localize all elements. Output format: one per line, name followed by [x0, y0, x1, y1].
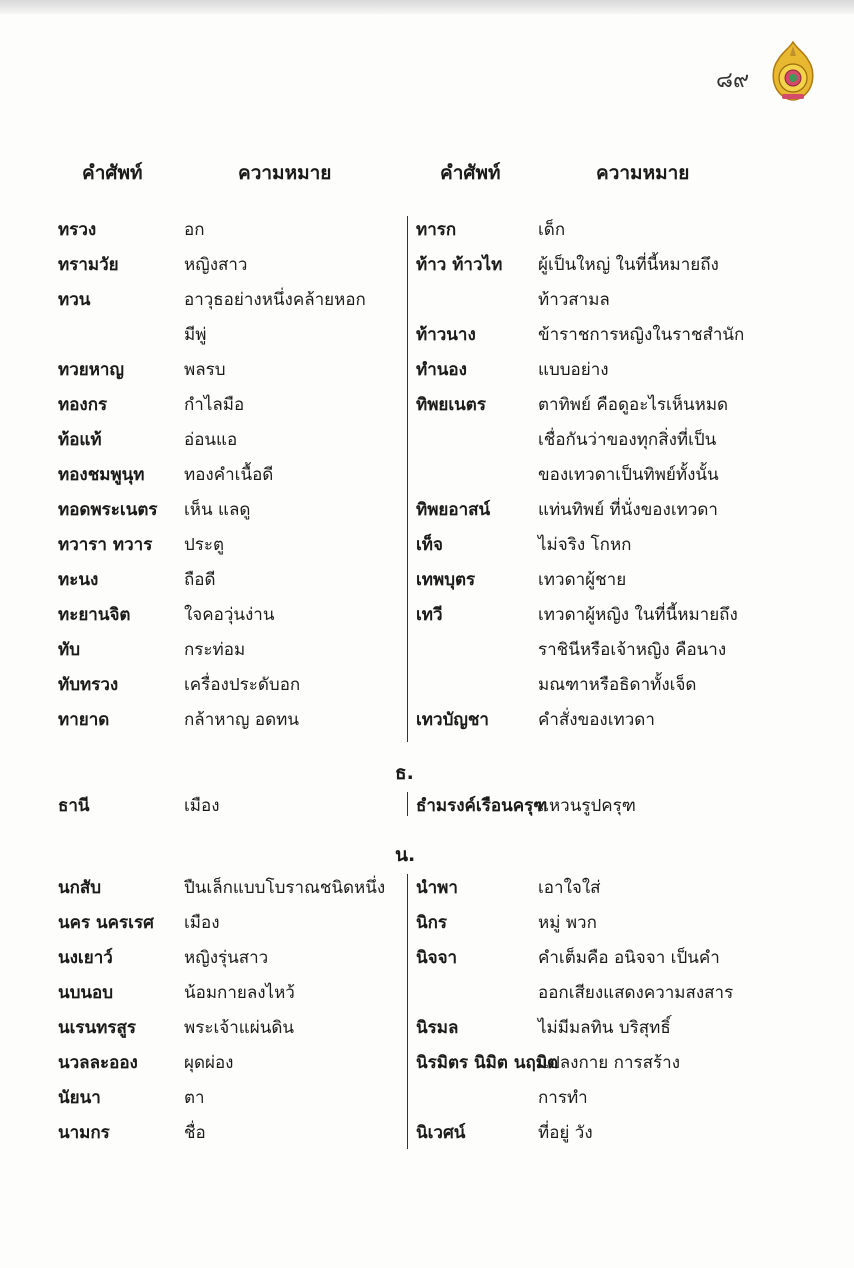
glossary-definition: เอาใจใส่ — [538, 878, 601, 898]
crown-emblem-icon — [768, 40, 818, 102]
glossary-definition: ราชินีหรือเจ้าหญิง คือนาง — [538, 640, 727, 660]
glossary-term: ทรามวัย — [58, 255, 119, 275]
glossary-definition: เทวดาผู้ชาย — [538, 570, 627, 590]
glossary-row — [0, 461, 854, 495]
section-letter-n: น. — [395, 844, 416, 866]
header-term-right: คำศัพท์ — [440, 162, 501, 184]
glossary-definition: ไม่จริง โกหก — [538, 535, 632, 555]
glossary-term: นคร นครเรศ — [58, 913, 154, 933]
glossary-definition: เชื่อกันว่าของทุกสิ่งที่เป็น — [538, 430, 717, 450]
glossary-term: ทวน — [58, 290, 91, 310]
glossary-term: นวลละออง — [58, 1053, 138, 1073]
glossary-row — [0, 356, 854, 390]
glossary-definition: แท่นทิพย์ ที่นั่งของเทวดา — [538, 500, 718, 520]
glossary-term: นิจจา — [416, 948, 458, 968]
glossary-definition: ตาทิพย์ คือดูอะไรเห็นหมด — [538, 395, 729, 415]
glossary-row — [0, 874, 854, 908]
glossary-term: ทองชมพูนุท — [58, 465, 145, 485]
glossary-definition: เมือง — [184, 796, 220, 816]
glossary-definition: หญิงสาว — [184, 255, 248, 275]
glossary-definition: กระท่อม — [184, 640, 246, 660]
header-meaning-right: ความหมาย — [596, 162, 690, 184]
glossary-definition: ใจคอวุ่นง่าน — [184, 605, 275, 625]
glossary-row — [0, 909, 854, 943]
glossary-definition: แปลงกาย การสร้าง — [538, 1053, 680, 1073]
glossary-definition: หญิงรุ่นสาว — [184, 948, 269, 968]
glossary-row — [0, 286, 854, 320]
glossary-definition: กล้าหาญ อดทน — [184, 710, 299, 730]
glossary-definition: มณฑาหรือธิดาทั้งเจ็ด — [538, 675, 697, 695]
glossary-definition: แหวนรูปครุฑ — [538, 796, 636, 816]
glossary-row — [0, 426, 854, 460]
glossary-term: ทะนง — [58, 570, 99, 590]
glossary-definition: อาวุธอย่างหนึ่งคล้ายหอก — [184, 290, 366, 310]
glossary-definition: คำเต็มคือ อนิจจา เป็นคำ — [538, 948, 720, 968]
glossary-definition: อ่อนแอ — [184, 430, 238, 450]
glossary-definition: ของเทวดาเป็นทิพย์ทั้งนั้น — [538, 465, 719, 485]
glossary-definition: เห็น แลดู — [184, 500, 251, 520]
glossary-definition: กำไลมือ — [184, 395, 245, 415]
glossary-row — [0, 1014, 854, 1048]
glossary-definition: ท้าวสามล — [538, 290, 610, 310]
glossary-term: ท้อแท้ — [58, 430, 102, 450]
glossary-row — [0, 531, 854, 565]
glossary-definition: หมู่ พวก — [538, 913, 597, 933]
glossary-row — [0, 792, 854, 826]
page-number: ๘๙ — [716, 68, 750, 93]
glossary-term: นิกร — [416, 913, 448, 933]
glossary-term: นามกร — [58, 1123, 110, 1143]
glossary-term: นำพา — [416, 878, 458, 898]
glossary-definition: ไม่มีมลทิน บริสุทธิ์ — [538, 1018, 671, 1038]
glossary-term: ทำนอง — [416, 360, 467, 380]
glossary-row — [0, 944, 854, 978]
glossary-term: ธำมรงค์เรือนครุฑ — [416, 796, 548, 816]
glossary-definition: ชื่อ — [184, 1123, 206, 1143]
glossary-term: ทรวง — [58, 220, 97, 240]
glossary-row — [0, 251, 854, 285]
glossary-definition: พลรบ — [184, 360, 226, 380]
glossary-term: ทารก — [416, 220, 457, 240]
glossary-term: นิรมิตร นิมิต นฤมิต — [416, 1053, 558, 1073]
glossary-term: เทพบุตร — [416, 570, 476, 590]
glossary-definition: ประตู — [184, 535, 225, 555]
section-letter-th: ธ. — [395, 762, 414, 784]
glossary-definition: ปืนเล็กแบบโบราณชนิดหนึ่ง — [184, 878, 386, 898]
glossary-term: ทายาด — [58, 710, 110, 730]
glossary-definition: ทองคำเนื้อดี — [184, 465, 274, 485]
glossary-row — [0, 1049, 854, 1083]
glossary-row — [0, 321, 854, 355]
glossary-definition: คำสั่งของเทวดา — [538, 710, 655, 730]
glossary-row — [0, 601, 854, 635]
glossary-definition: เทวดาผู้หญิง ในที่นี้หมายถึง — [538, 605, 738, 625]
glossary-definition: ตา — [184, 1088, 205, 1108]
glossary-row — [0, 706, 854, 740]
glossary-definition: ผู้เป็นใหญ่ ในที่นี้หมายถึง — [538, 255, 719, 275]
glossary-definition: ผุดผ่อง — [184, 1053, 234, 1073]
glossary-row — [0, 1119, 854, 1153]
header-term-left: คำศัพท์ — [82, 162, 143, 184]
glossary-definition: เครื่องประดับอก — [184, 675, 301, 695]
glossary-term: ท้าว ท้าวไท — [416, 255, 503, 275]
glossary-definition: เมือง — [184, 913, 220, 933]
glossary-term: ทองกร — [58, 395, 108, 415]
column-divider-t — [407, 216, 408, 742]
glossary-term: ทิพยเนตร — [416, 395, 486, 415]
glossary-row — [0, 391, 854, 425]
glossary-row — [0, 671, 854, 705]
glossary-term: ทอดพระเนตร — [58, 500, 158, 520]
glossary-definition: มีพู่ — [184, 325, 207, 345]
glossary-term: ทับทรวง — [58, 675, 119, 695]
glossary-definition: แบบอย่าง — [538, 360, 609, 380]
glossary-definition: ออกเสียงแสดงความสงสาร — [538, 983, 734, 1003]
glossary-definition: อก — [184, 220, 205, 240]
glossary-row — [0, 216, 854, 250]
glossary-row — [0, 1084, 854, 1118]
glossary-term: ทับ — [58, 640, 80, 660]
glossary-term: ท้าวนาง — [416, 325, 476, 345]
glossary-term: ทวยหาญ — [58, 360, 124, 380]
glossary-definition: น้อมกายลงไหว้ — [184, 983, 295, 1003]
glossary-definition: พระเจ้าแผ่นดิน — [184, 1018, 294, 1038]
glossary-term: นเรนทรสูร — [58, 1018, 137, 1038]
glossary-term: นัยนา — [58, 1088, 101, 1108]
glossary-definition: เด็ก — [538, 220, 566, 240]
glossary-term: เทวบัญชา — [416, 710, 489, 730]
glossary-definition: ที่อยู่ วัง — [538, 1123, 593, 1143]
glossary-row — [0, 496, 854, 530]
column-divider-th — [407, 792, 408, 816]
glossary-term: นบนอบ — [58, 983, 114, 1003]
glossary-term: นิรมล — [416, 1018, 459, 1038]
glossary-row — [0, 566, 854, 600]
glossary-term: นิเวศน์ — [416, 1123, 466, 1143]
scan-top-band — [0, 0, 854, 14]
glossary-term: ทิพยอาสน์ — [416, 500, 491, 520]
glossary-term: ทวารา ทวาร — [58, 535, 153, 555]
glossary-row — [0, 636, 854, 670]
glossary-term: นกสับ — [58, 878, 102, 898]
glossary-term: เท็จ — [416, 535, 443, 555]
glossary-definition: การทำ — [538, 1088, 588, 1108]
glossary-definition: ถือดี — [184, 570, 216, 590]
header-meaning-left: ความหมาย — [238, 162, 332, 184]
glossary-row — [0, 979, 854, 1013]
glossary-term: ธานี — [58, 796, 90, 816]
glossary-term: ทะยานจิต — [58, 605, 131, 625]
column-divider-n — [407, 874, 408, 1149]
glossary-term: นงเยาว์ — [58, 948, 113, 968]
glossary-definition: ข้าราชการหญิงในราชสำนัก — [538, 325, 745, 345]
glossary-term: เทวี — [416, 605, 443, 625]
